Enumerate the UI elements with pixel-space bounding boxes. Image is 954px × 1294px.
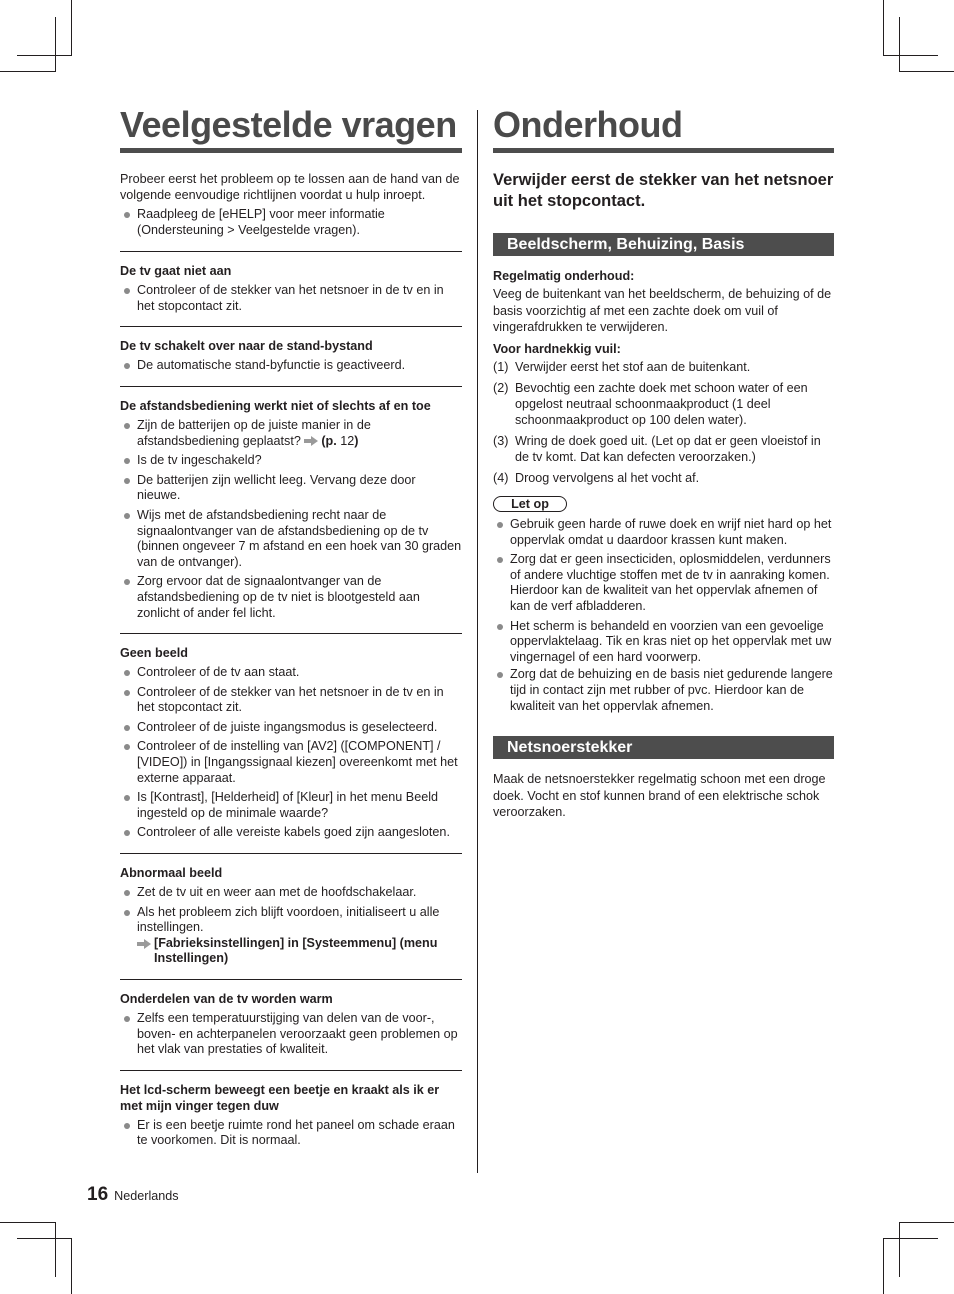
bullet-icon — [124, 579, 130, 585]
bullet-icon — [124, 670, 130, 676]
list-item: Controleer of de stekker van het netsnoer in de tv en in het stopcontact zit. — [120, 283, 462, 314]
list-item: De automatische stand-byfunctie is geactiveerd. — [120, 358, 462, 374]
faq-intro: Probeer eerst het probleem op te lossen aan de hand van de volgende eenvoudige richtlijnen voordat u hulp inroept. — [120, 172, 460, 202]
crop-mark — [883, 0, 884, 55]
section-bullets — [120, 283, 462, 314]
bullet-icon — [124, 513, 130, 519]
list-item: Gebruik geen harde of ruwe doek en wrijf niet hard op het oppervlak omdat u daardoor krassen kunt maken. — [493, 517, 834, 548]
title-underline — [493, 148, 834, 153]
bullet-icon — [124, 212, 130, 218]
bullet-icon — [124, 725, 130, 731]
bullet-icon — [124, 910, 130, 916]
arrow-right-icon — [137, 939, 151, 949]
faq-column — [120, 100, 462, 1149]
list-item: De batterijen zijn wellicht leeg. Vervang deze door nieuwe. — [120, 473, 462, 504]
crop-mark — [899, 71, 954, 72]
bullet-icon — [124, 458, 130, 464]
menu-path-text[interactable]: [Fabrieksinstellingen] in [Systeemmenu] (menu Instellingen) — [154, 935, 438, 966]
bullet-icon — [124, 830, 130, 836]
cleaning-steps — [493, 359, 834, 486]
list-item: Zorg ervoor dat de signaalontvanger van de afstandsbediening op de tv niet is blootgesteld aan zonlicht of ander fel licht. — [120, 574, 462, 621]
list-item: Er is een beetje ruimte rond het paneel om schade eraan te voorkomen. Dit is normaal. — [120, 1118, 462, 1149]
bullet-icon — [497, 624, 503, 630]
crop-mark — [899, 1222, 900, 1277]
section-heading: Onderdelen van de tv worden warm — [120, 992, 333, 1006]
faq-title: Veelgestelde vragen — [120, 104, 457, 145]
regular-maintenance-label: Regelmatig onderhoud: — [493, 269, 635, 283]
bullet-icon — [497, 672, 503, 678]
regular-maintenance-text: Veeg de buitenkant van het beeldscherm, de behuizing of de basis voorzichtig af met een zachte doek om vuil of vingerafdrukken te verwijderen. — [493, 287, 832, 335]
maintenance-column — [493, 100, 834, 820]
intro-bullets — [120, 207, 462, 238]
section-band-screen: Beeldscherm, Behuizing, Basis — [493, 233, 834, 256]
footer-language: Nederlands — [114, 1189, 179, 1203]
section-separator — [120, 251, 462, 252]
list-item: Zijn de batterijen op de juiste manier in de afstandsbediening geplaatst? (p. 12) — [120, 418, 462, 449]
list-item: (4) Droog vervolgens al het vocht af. — [493, 471, 700, 486]
page-ref-prefix: (p. — [321, 433, 337, 448]
section-band-plug: Netsnoerstekker — [493, 736, 834, 759]
section-heading: De afstandsbediening werkt niet of slechts af en toe — [120, 398, 431, 413]
maintenance-title: Onderhoud — [493, 104, 683, 145]
crop-mark — [899, 17, 900, 72]
bullet-icon — [497, 557, 503, 563]
list-item: Is de tv ingeschakeld? — [120, 453, 462, 469]
list-item: Is [Kontrast], [Helderheid] of [Kleur] in het menu Beeld ingesteld op de minimale waarde? — [120, 790, 462, 821]
section-bullets — [120, 665, 462, 841]
bullet-icon — [124, 744, 130, 750]
crop-mark — [0, 71, 55, 72]
bullet-icon — [124, 478, 130, 484]
list-item: Zet de tv uit en weer aan met de hoofdschakelaar. — [120, 885, 462, 901]
bullet-icon — [124, 363, 130, 369]
list-item: (2) Bevochtig een zachte doek met schoon water of een opgelost neutraal schoonmaakproduct (1 deel schoonmaakproduct op 100 delen water). — [493, 381, 808, 428]
section-separator — [120, 633, 462, 634]
crop-mark — [55, 1222, 56, 1277]
section-separator — [120, 979, 462, 980]
list-item: Zorg dat de behuizing en de basis niet gedurende langere tijd in contact zijn met rubber of pvc. Hierdoor kan de kwaliteit van het oppervlak afnemen. — [493, 667, 834, 714]
menu-path-ref — [137, 936, 462, 967]
list-item: Controleer of alle vereiste kabels goed zijn aangesloten. — [120, 825, 462, 841]
page-ref-suffix: ) — [354, 433, 359, 448]
crop-mark — [17, 55, 72, 56]
bullet-icon — [497, 522, 503, 528]
unplug-warning: Verwijder eerst de stekker van het netsnoer uit het stopcontact. — [493, 171, 834, 210]
stubborn-dirt-label: Voor hardnekkig vuil: — [493, 341, 621, 356]
list-item: Wijs met de afstandsbediening recht naar de signaalontvanger van de afstandsbediening op de tv (binnen ongeveer 7 m afstand en een hoek van 30 graden van de ontvanger). — [120, 508, 462, 570]
bullet-icon — [124, 423, 130, 429]
section-bullets — [120, 1118, 462, 1149]
section-separator — [120, 1070, 462, 1071]
crop-mark — [71, 0, 72, 55]
section-bullets — [120, 418, 462, 621]
page-ref-number[interactable]: 12 — [340, 433, 355, 448]
list-item: (1) Verwijder eerst het stof aan de buitenkant. — [493, 360, 751, 375]
section-separator — [120, 386, 462, 387]
bullet-icon — [124, 1123, 130, 1129]
crop-mark — [71, 1239, 72, 1294]
crop-mark — [899, 1222, 954, 1223]
caution-bullets — [493, 517, 834, 714]
list-item: Controleer of de stekker van het netsnoer in de tv en in het stopcontact zit. — [120, 685, 462, 716]
list-item: Zelfs een temperatuurstijging van delen van de voor-, boven- en achterpanelen veroorzaakt geen problemen op het vlak van prestaties of kwaliteit. — [120, 1011, 462, 1058]
section-heading: De tv gaat niet aan — [120, 264, 232, 279]
section-bullets — [120, 358, 462, 374]
bullet-icon — [124, 288, 130, 294]
crop-mark — [883, 55, 938, 56]
crop-mark — [883, 1239, 884, 1294]
section-heading: Het lcd-scherm beweegt een beetje en kraakt als ik er met mijn vinger tegen duw — [120, 1082, 440, 1113]
crop-mark — [17, 1238, 72, 1239]
bullet-icon — [124, 1016, 130, 1022]
section-heading: Geen beeld — [120, 646, 188, 661]
crop-mark — [0, 1222, 55, 1223]
bullet-icon — [124, 690, 130, 696]
column-divider — [477, 110, 478, 1173]
list-item: Als het probleem zich blijft voordoen, initialiseert u alle instellingen. [Fabrieksinstellingen] in [Systeemmenu] (menu Instellingen) — [120, 905, 462, 967]
plug-cleaning-text: Maak de netsnoerstekker regelmatig schoon met een droge doek. Vocht en stof kunnen brand of een elektrische schok veroorzaken. — [493, 772, 826, 819]
section-heading: Abnormaal beeld — [120, 866, 223, 881]
title-underline — [120, 148, 462, 153]
list-item: Controleer of de tv aan staat. — [120, 665, 462, 681]
list-item: Zorg dat er geen insecticiden, oplosmiddelen, verdunners of andere vluchtige stoffen met de tv in aanraking komen. Hierdoor kan de kwaliteit van het oppervlak afnemen of kan de verf afbladderen. — [493, 552, 834, 614]
caution-label: Let op — [493, 496, 567, 512]
bullet-icon — [124, 890, 130, 896]
list-item: Controleer of de instelling van [AV2] ([COMPONENT] / [VIDEO]) in [Ingangssignaal kiezen] overeenkomt met het externe apparaat. — [120, 739, 462, 786]
crop-mark — [55, 17, 56, 72]
list-item: Het scherm is behandeld en voorzien van een gevoelige oppervlaktelaag. Tik en kras niet op het oppervlak met uw vingernagel of een hard voorwerp. — [493, 619, 834, 666]
list-item: Raadpleeg de [eHELP] voor meer informatie (Ondersteuning > Veelgestelde vragen). — [120, 207, 462, 238]
section-bullets — [120, 885, 462, 967]
section-heading: De tv schakelt over naar de stand-bystand — [120, 339, 373, 354]
section-separator — [120, 326, 462, 327]
section-bullets — [120, 1011, 462, 1058]
list-item: Controleer of de juiste ingangsmodus is geselecteerd. — [120, 720, 462, 736]
page-number: 16 — [87, 1184, 109, 1205]
section-separator — [120, 853, 462, 854]
bullet-icon — [124, 795, 130, 801]
list-item: (3) Wring de doek goed uit. (Let op dat er geen vloeistof in de tv komt. Dat kan defecten veroorzaken.) — [493, 434, 821, 465]
crop-mark — [883, 1238, 938, 1239]
page-footer — [87, 1184, 179, 1206]
arrow-right-icon — [304, 436, 318, 446]
